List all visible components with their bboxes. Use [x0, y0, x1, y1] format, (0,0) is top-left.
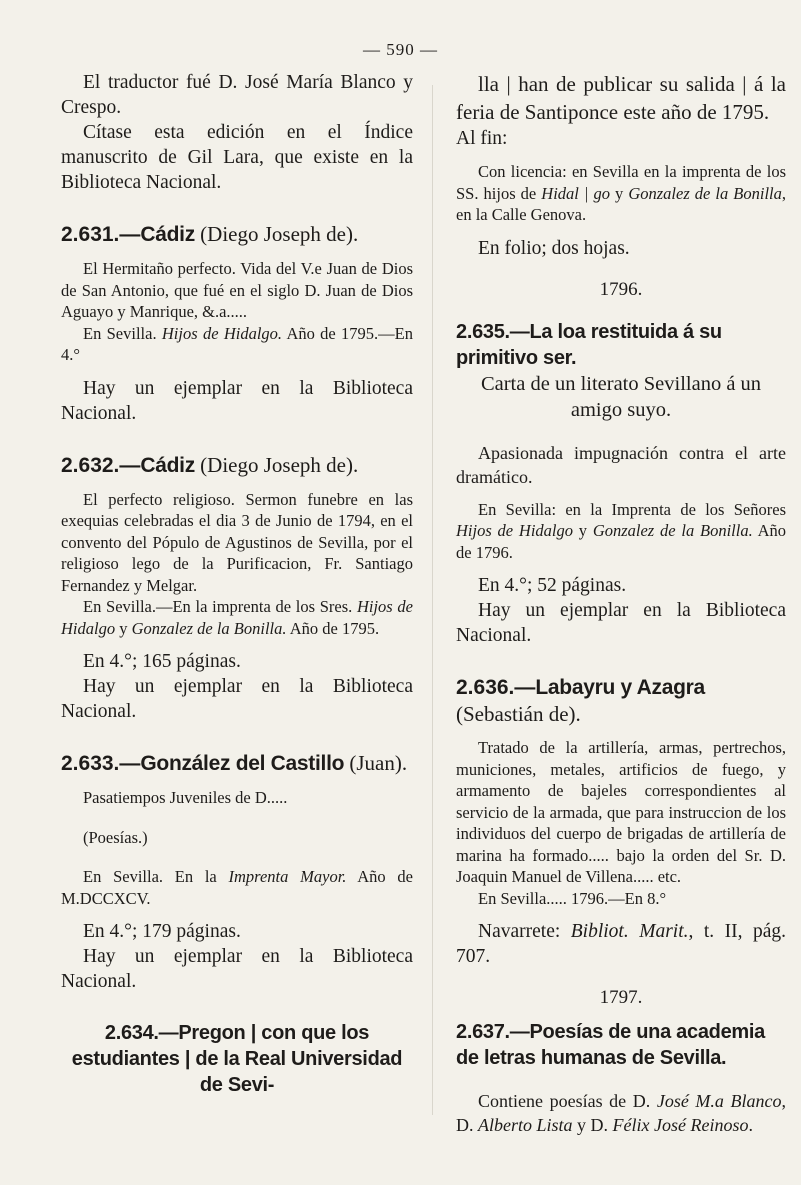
entry-2634-heading: 2.634.—Pregon | con que los estudiantes | de la Real Universidad de Sevi-	[71, 1022, 403, 1096]
entry-2634-title-continued: lla | han de publicar su salida | á la feria de Santiponce este año de 1795.	[456, 72, 786, 124]
entry-2637-contents: Contiene poesías de D. José M.a Blanco, D. Alberto Lista y D. Félix José Reinoso.	[456, 1091, 786, 1135]
year-heading-1796: 1796.	[599, 278, 643, 300]
entry-2636-imprint: En Sevilla..... 1796.—En 8.°	[478, 888, 667, 908]
translator-note: El traductor fué D. José María Blanco y Crespo.	[61, 72, 413, 118]
author-given-name: (Diego Joseph de).	[194, 222, 359, 246]
entry-2636-title: Tratado de la artillería, armas, pertrechos, municiones, metales, artificios de fuego, y armamento de bajeles correspondientes al servicio de la armada, que para instruccion de los individuos del cuerpo de brigadas de artillería de marina ha formado..... bajo la orden del Sr. D. Joaquin Manuel de Villena..... etc.	[456, 738, 786, 886]
entry-2634-format: En folio; dos hojas.	[478, 237, 630, 259]
entry-2632-copy: Hay un ejemplar en la Biblioteca Nacional.	[61, 676, 413, 722]
entry-2635-format: En 4.°; 52 páginas.	[478, 575, 627, 596]
entry-2631-copy: Hay un ejemplar en la Biblioteca Nacional.	[61, 377, 413, 424]
entry-2631-heading	[61, 221, 413, 248]
entry-2636-reference: Navarrete: Bibliot. Marit., t. II, pág. 707.	[456, 921, 787, 967]
left-column	[61, 70, 413, 1098]
entry-2635-copy: Hay un ejemplar en la Biblioteca Nacional.	[456, 600, 786, 646]
entry-2635-heading: 2.635.—La loa restituida á su primitivo ser.	[456, 320, 722, 369]
entry-2637-heading: 2.637.—Poesías de una academia de letras humanas de Sevilla.	[456, 1021, 765, 1069]
entry-2636-heading: 2.636.—Labayru y Azagra (Sebastián de).	[456, 676, 705, 726]
entry-2632-title: El perfecto religioso. Sermon funebre en las exequias celebradas el dia 3 de Junio de 1794, en el convento del Pópulo de Agustinos de Sevilla, por el religioso lego de la Purificacion, Fr. Santiago Fernandez y Melgar.	[61, 489, 413, 595]
entry-number: 2.631.—	[61, 223, 141, 246]
entry-2633-title: Pasatiempos Juveniles de D.....	[83, 788, 288, 807]
entry-2633-format: En 4.°; 179 páginas.	[83, 921, 241, 942]
entry-2633-imprint: En Sevilla. En la Imprenta Mayor. Año de M.DCCXCV.	[61, 867, 413, 908]
entry-2632-imprint: En Sevilla.—En la imprenta de los Sres. Hijos de Hidalgo y Gonzalez de la Bonilla. Año de 1795.	[61, 597, 413, 638]
index-note: Cítase esta edición en el Índice manuscrito de Gil Lara, que existe en la Biblioteca Nacional.	[61, 122, 413, 193]
page-number: — 590 —	[363, 40, 438, 59]
entry-2635-imprint: En Sevilla: en la Imprenta de los Señores Hijos de Hidalgo y Gonzalez de la Bonilla. Año de 1796.	[456, 499, 786, 562]
colophon-label: Al fin:	[456, 128, 508, 149]
entry-2633-copy: Hay un ejemplar en la Biblioteca Nacional.	[61, 946, 413, 992]
entry-2632-format: En 4.°; 165 páginas.	[83, 651, 241, 672]
entry-2633-heading: 2.633.—González del Castillo (Juan).	[61, 751, 408, 775]
entry-2631-imprint: En Sevilla. Hijos de Hidalgo. Año de 1795.—En 4.°	[61, 323, 413, 364]
entry-2632-heading: 2.632.—Cádiz (Diego Joseph de).	[61, 452, 359, 477]
right-column	[456, 70, 786, 1137]
entry-2631-title: El Hermitaño perfecto. Vida del V.e Juan de Dios de San Antonio, que fué en el siglo D. Juan de Dios Aguayo y Manrique, &.a.....	[61, 259, 413, 321]
entry-2633-genre: (Poesías.)	[83, 827, 148, 847]
entry-2635-subtitle: Carta de un literato Sevillano á un amigo suyo.	[480, 372, 762, 421]
entry-2634-colophon: Con licencia: en Sevilla en la imprenta de los SS. hijos de Hidal | go y Gonzalez de la Bonilla, en la Calle Genova.	[456, 162, 787, 224]
entry-2635-description: Apasionada impugnación contra el arte dramático.	[456, 442, 786, 487]
column-divider	[432, 85, 433, 1115]
year-heading-1797: 1797.	[599, 987, 643, 1008]
author-name: Cádiz	[140, 223, 195, 246]
